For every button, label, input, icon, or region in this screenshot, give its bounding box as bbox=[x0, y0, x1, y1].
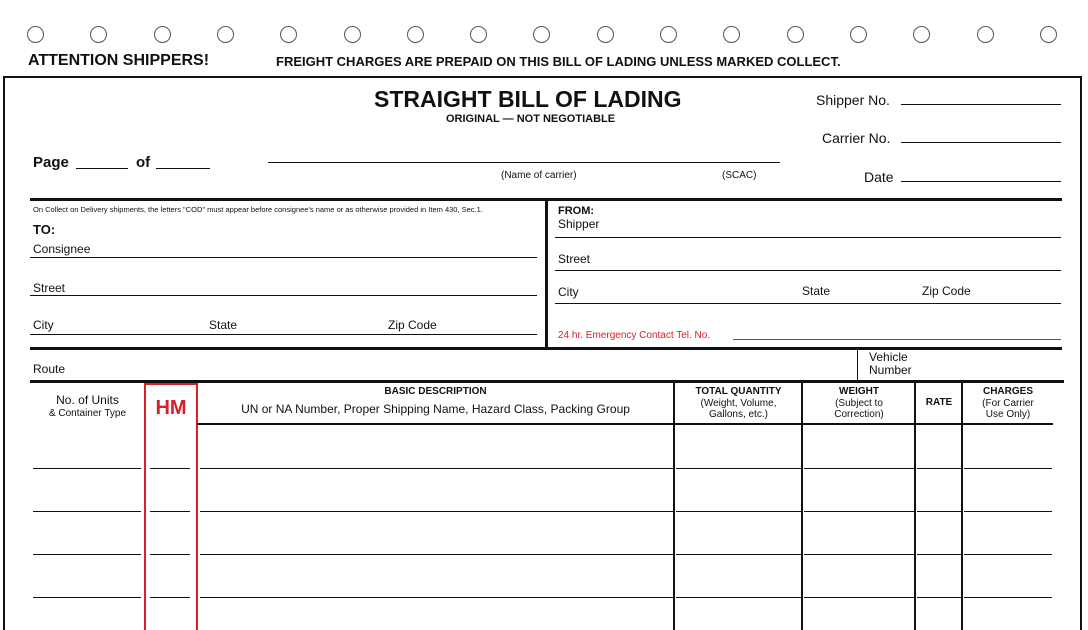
emergency-contact-label: 24 hr. Emergency Contact Tel. No. bbox=[558, 330, 711, 341]
punch-hole bbox=[407, 26, 424, 43]
table-row-line[interactable] bbox=[200, 597, 674, 598]
to-zip-label: Zip Code bbox=[388, 318, 437, 332]
punch-hole bbox=[27, 26, 44, 43]
table-row-line[interactable] bbox=[676, 511, 801, 512]
table-row-line[interactable] bbox=[33, 511, 141, 512]
shipper-no-label: Shipper No. bbox=[816, 92, 890, 108]
page-total-field[interactable] bbox=[156, 168, 210, 169]
quantity-header-1: TOTAL QUANTITY bbox=[695, 386, 782, 397]
charges-header-1: CHARGES bbox=[982, 386, 1033, 397]
punch-hole bbox=[977, 26, 994, 43]
table-row-line[interactable] bbox=[917, 511, 961, 512]
table-row-line[interactable] bbox=[964, 554, 1052, 555]
table-row-line[interactable] bbox=[804, 468, 914, 469]
charges-header-3: Use Only) bbox=[985, 409, 1031, 420]
hm-header: HM bbox=[155, 397, 187, 419]
attention-heading: ATTENTION SHIPPERS! bbox=[28, 52, 210, 69]
document-subtitle: ORIGINAL — NOT NEGOTIABLE bbox=[446, 113, 616, 125]
consignee-label: Consignee bbox=[33, 242, 91, 256]
cod-note: On Collect on Delivery shipments, the letters "COD" must appear before consignee's name or as otherwise provided in Item 430, Sec.1. bbox=[33, 205, 483, 214]
weight-header-1: WEIGHT bbox=[839, 386, 879, 397]
to-state-label: State bbox=[209, 318, 238, 332]
table-row-line[interactable] bbox=[200, 468, 674, 469]
table-row-line[interactable] bbox=[964, 511, 1052, 512]
table-row-line[interactable] bbox=[964, 597, 1052, 598]
carrier-name-label: (Name of carrier) bbox=[501, 170, 577, 181]
page-number-field[interactable] bbox=[76, 168, 128, 169]
table-row-line[interactable] bbox=[676, 468, 801, 469]
table-row-line[interactable] bbox=[200, 554, 674, 555]
description-header-1: BASIC DESCRIPTION bbox=[384, 386, 487, 397]
col-divider-rate bbox=[914, 383, 916, 630]
punch-hole bbox=[913, 26, 930, 43]
punch-hole bbox=[154, 26, 171, 43]
punch-hole bbox=[660, 26, 677, 43]
consignee-field[interactable] bbox=[30, 257, 537, 258]
units-header-1: No. of Units bbox=[56, 393, 119, 407]
of-label: of bbox=[136, 154, 151, 171]
punch-hole bbox=[787, 26, 804, 43]
from-state-label: State bbox=[802, 284, 831, 298]
shipper-field[interactable] bbox=[555, 237, 1061, 238]
table-row-line[interactable] bbox=[676, 554, 801, 555]
from-label: FROM: bbox=[558, 205, 595, 217]
table-row-line[interactable] bbox=[33, 597, 141, 598]
from-street-label: Street bbox=[558, 252, 591, 266]
col-divider-quantity bbox=[673, 383, 675, 630]
from-city-field[interactable] bbox=[555, 303, 1061, 304]
page-label: Page bbox=[33, 154, 69, 171]
table-row-line[interactable] bbox=[150, 468, 190, 469]
emergency-contact-field[interactable] bbox=[733, 339, 1061, 340]
to-from-divider bbox=[545, 200, 548, 348]
carrier-name-field[interactable] bbox=[268, 162, 780, 163]
scac-label: (SCAC) bbox=[722, 170, 757, 181]
weight-header-3: Correction) bbox=[834, 409, 884, 420]
frame-right bbox=[1080, 76, 1082, 630]
to-street-label: Street bbox=[33, 281, 66, 295]
date-label: Date bbox=[864, 169, 894, 185]
table-row-line[interactable] bbox=[150, 511, 190, 512]
table-row-line[interactable] bbox=[917, 468, 961, 469]
col-divider-weight bbox=[801, 383, 803, 630]
vehicle-divider bbox=[857, 349, 858, 381]
punch-hole bbox=[1040, 26, 1057, 43]
from-zip-label: Zip Code bbox=[922, 284, 971, 298]
units-header-2: & Container Type bbox=[48, 408, 127, 419]
date-field[interactable] bbox=[901, 181, 1061, 182]
table-row-line[interactable] bbox=[676, 597, 801, 598]
to-label: TO: bbox=[33, 222, 56, 237]
carrier-no-field[interactable] bbox=[901, 142, 1061, 143]
punch-hole bbox=[850, 26, 867, 43]
shipper-no-field[interactable] bbox=[901, 104, 1061, 105]
vehicle-label-1: Vehicle bbox=[869, 350, 908, 364]
quantity-header-3: Gallons, etc.) bbox=[709, 409, 768, 420]
weight-header-2: (Subject to bbox=[835, 398, 883, 409]
hm-column bbox=[144, 383, 198, 630]
frame-left bbox=[3, 76, 5, 630]
punch-hole bbox=[470, 26, 487, 43]
vehicle-label-2: Number bbox=[869, 363, 912, 377]
carrier-no-label: Carrier No. bbox=[822, 130, 891, 146]
document-title: STRAIGHT BILL OF LADING bbox=[374, 86, 682, 112]
table-row-line[interactable] bbox=[33, 554, 141, 555]
quantity-header-2: (Weight, Volume, bbox=[700, 398, 777, 409]
table-row-line[interactable] bbox=[33, 468, 141, 469]
punch-hole bbox=[344, 26, 361, 43]
frame-top bbox=[3, 76, 1082, 78]
punch-hole bbox=[217, 26, 234, 43]
to-street-field[interactable] bbox=[30, 295, 537, 296]
table-row-line[interactable] bbox=[150, 554, 190, 555]
route-label: Route bbox=[33, 362, 66, 376]
table-row-line[interactable] bbox=[150, 597, 190, 598]
table-row-line[interactable] bbox=[804, 597, 914, 598]
punch-hole bbox=[723, 26, 740, 43]
table-row-line[interactable] bbox=[804, 554, 914, 555]
table-row-line[interactable] bbox=[200, 511, 674, 512]
punch-hole bbox=[280, 26, 297, 43]
punch-hole bbox=[597, 26, 614, 43]
charges-header-2: (For Carrier bbox=[982, 398, 1034, 409]
table-row-line[interactable] bbox=[804, 511, 914, 512]
shipper-label: Shipper bbox=[558, 217, 600, 231]
col-divider-charges bbox=[961, 383, 963, 630]
table-row-line[interactable] bbox=[917, 597, 961, 598]
to-city-field[interactable] bbox=[30, 334, 537, 335]
description-header-2: UN or NA Number, Proper Shipping Name, Hazard Class, Packing Group bbox=[241, 402, 630, 416]
table-row-line[interactable] bbox=[917, 554, 961, 555]
table-header-bottom bbox=[197, 423, 1053, 425]
rate-header: RATE bbox=[925, 397, 953, 408]
to-city-label: City bbox=[33, 318, 54, 332]
from-city-label: City bbox=[558, 285, 579, 299]
from-street-field[interactable] bbox=[555, 270, 1061, 271]
punch-hole bbox=[533, 26, 550, 43]
prepaid-notice: FREIGHT CHARGES ARE PREPAID ON THIS BILL OF LADING UNLESS MARKED COLLECT. bbox=[276, 54, 841, 69]
punch-hole bbox=[90, 26, 107, 43]
table-row-line[interactable] bbox=[964, 468, 1052, 469]
